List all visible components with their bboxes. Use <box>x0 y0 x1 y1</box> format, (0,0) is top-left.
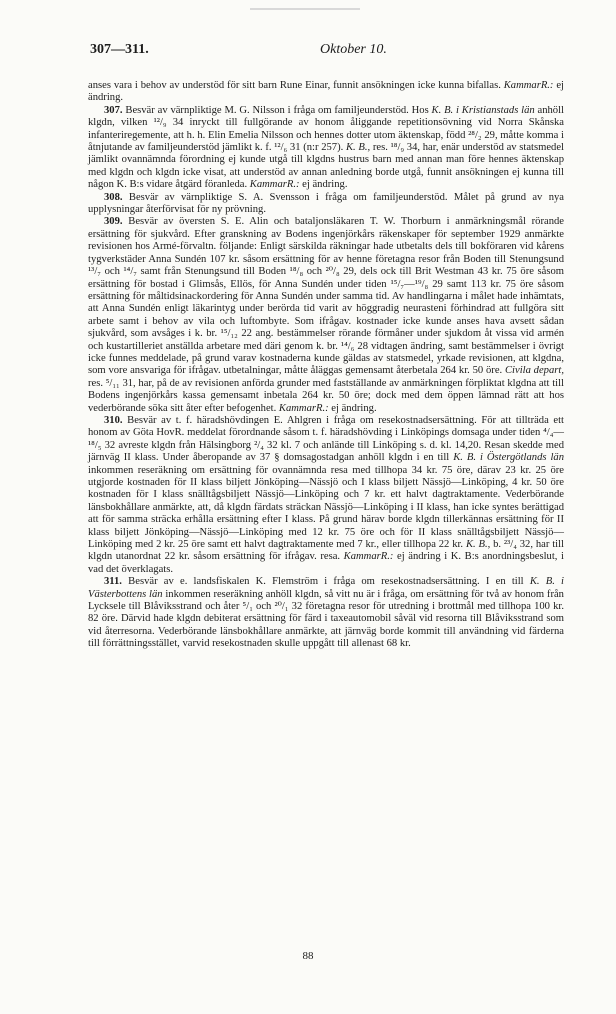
text-run: Besvär av t. f. häradshövdingen E. Ahlgren i fråga om resekostnadsersättning. För att tillträda ett honom av Göta HovR. meddelat förordnande såsom t. f. häradshövding i Linköpings domsaga under tiden ⁴/₄—¹⁸/₅ 32 avreste klgdn från Hälsingborg ²/₄ 32 kl. 7 och anlände till Linköping s. d. kl. 14,20. Resan skedde med järnväg II klass. Under åberopande av 37 § domsagostadgan anhöll klgdn i en till <box>88 414 564 464</box>
italic-text: K. B. i Östergötlands län <box>453 452 564 464</box>
case-number: 311. <box>104 576 122 588</box>
case-number: 309. <box>104 216 123 228</box>
case-number: 307. <box>104 104 123 116</box>
text-run: Besvär av översten S. E. Alin och bataljonsläkaren T. W. Thorburn i anmärkningsmål rörande ersättning för sjukvård. Efter granskning av Bodens ingenjörkårs räkenskaper för september 1929 anmärkte revisionen hos Armé-förvaltn. följande: Enligt särskilda räkningar hade utbetalts dels till bokföraren vid kårens tygverkstäder Anna Sundén 107 kr. såsom ersättning för av henne företagna resor från Boden till Stenungsund ¹³/₇ och ¹⁴/₇ samt från Stenungsund till Boden ¹⁸/₈ och ²⁰/₈ 29, dels ock till Brit Westman 43 kr. 75 öre såsom ersättning för bostad i Glimsås, Ellös, för Anna Sundén under tiden ¹⁵/₇—¹⁹/₈ 29 samt 113 kr. 75 öre såsom ersättning för måltidsinackordering för Anna Sundén under samma tid. Av handlingarna i målet hade inhämtats, att Anna Sundén enligt läkarintyg under berörda tid varit av höggradig neurasteni förhindrad att fullgöra sitt arbete samt i behov av vila och luftombyte. Som ifrågav. kostnader icke kunde anses hava avsett sådan sjukvård, som avsåges i k. br. ¹⁵/₁₂ 22 ang. bestämmelser rörande förmåner under sjukdom åt vissa vid armén och kustartilleriet anställda arbetare med däri genom k. br. ¹⁴/₆ 28 vidtagen ändring, samt bestämmelser i övrigt icke funnes meddelade, på grund varav kostnaderna kunde gäldas av statsmedel, yrkade revisionen, att klgdna, som vore ansvariga för ifrågav. utbetalningar, måtte åläggas gemensamt återbetala 264 kr. 50 öre. <box>88 216 564 377</box>
text-run: ej ändring. <box>88 80 564 104</box>
text-run: b. ²³/₄ 32, har till klgdn utanordnat 22 kr. såsom ersättning för ifrågav. resa. <box>88 539 565 563</box>
text-run: Besvär av värnpliktige M. G. Nilsson i fråga om familjeunderstöd. Hos <box>122 104 432 116</box>
paragraph <box>88 216 564 415</box>
text-run: res. ⁵/₁₁ 31, har, på de av revisionen anförda grunder med fastställande av anmärkningen förpliktat klgdna att till Bodens ingenjörkårs kassa gemensamt inbetala 264 kr. 50 öre; dock med dem öppen lämnad rätt att hos vederbörande söka sitt åter efter befogenhet. <box>88 377 564 414</box>
paragraph <box>88 80 564 105</box>
text-run: ej ändring. <box>328 402 377 414</box>
document-body <box>88 80 564 651</box>
italic-text: K. B. i Kristianstads län <box>431 104 535 116</box>
text-run: Besvär av e. landsfiskalen K. Flemström i fråga om resekostnadsersättning. I en till <box>121 576 530 588</box>
scan-smudge <box>250 8 360 10</box>
page-number: 88 <box>302 950 314 962</box>
paragraph <box>88 415 564 576</box>
text-run: Besvär av värnpliktige S. A. Svensson i fråga om familjeunderstöd. Målet på grund av nya upplysningar återförvisat för ny prövning. <box>88 191 564 216</box>
case-number: 308. <box>104 191 123 203</box>
italic-text: K. B., <box>345 142 371 154</box>
text-run: res. ¹⁸/₉ 34, har, enär understöd av statsmedel jämlikt ovannämnda förordning ej kunde utgå till klgdns hustrus barn med annan man före hennes äktenskap med klgdn och klgdn icke visat, att understöd av annan anledning borde utgå, funnit ansökningen ej kunna till någon K. B:s vidare åtgärd föranleda. <box>88 142 564 191</box>
italic-text: KammarR.: <box>249 179 300 191</box>
text-run: ej ändring i K. B:s anordningsbeslut, i vad det överklagats. <box>88 551 564 575</box>
italic-text: KammarR.: <box>343 551 394 563</box>
italic-text: Civila depart, <box>504 365 564 377</box>
case-number: 310. <box>104 414 123 426</box>
italic-text: KammarR.: <box>278 402 329 414</box>
italic-text: K. B. i Västerbottens län <box>88 576 564 600</box>
italic-text: KammarR.: <box>503 80 554 91</box>
paragraph <box>88 105 564 192</box>
case-range: 307—311. <box>90 42 149 57</box>
paragraph <box>88 192 564 217</box>
text-run: anhöll klgdn, vilken ¹²/₉ 34 inryckt till fullgörande av honom åliggande repetitionsövning vid Norra Skånska infanteriregemente, att h. h. Elin Emelia Nilsson och hennes dotter utom äktenskap, född ²⁸/₂ 29, måtte komma i åtnjutande av familjeunderstöd jämlikt k. f. ¹²/₆ 31 (n:r 257). <box>88 104 564 154</box>
page-footer <box>0 950 616 962</box>
page-date: Oktober 10. <box>320 42 387 57</box>
text-run: inkommen reseräkning om ersättning för ovannämnda resa med tillhopa 34 kr. 75 öre, därav 23 kr. 25 öre utgjorde kostnaden för II klass biljett Jönköping—Nässjö och I klass biljett Nässjö—Linköping, 4 kr. 50 öre kostnaden för I klass snälltågsbiljett Nässjö—Linköping och 7 kr. ett halvt dagtraktamente. Vederbörande länsbokhållare anmärkte, att, då klgdn färdats sträckan Nässjö—Linköping i II klass, han icke syntes berättigad att för samma sträcka erhålla ersättning efter I klass. På grund härav borde klgdn tillerkännas ersättning för II klass biljett Jönköping—Nässjö—Linköping med 12 kr. 75 öre och för II klass snälltågsbiljett Nässjö—Linköping med 2 kr. 25 öre samt ett halvt dagtraktamente med 7 kr., eller tillhopa 22 kr. <box>88 464 564 551</box>
text-run: ej ändring. <box>299 179 348 191</box>
text-run: anses vara i behov av understöd för sitt barn Rune Einar, funnit ansökningen icke kunna bifallas. <box>88 80 504 91</box>
text-run: inkommen reseräkning anhöll klgdn, så vitt nu är i fråga, om ersättning för två av honom från Lycksele till Blåviksstrand och åter ⁵/₁ och ²⁰/₁ 32 företagna resor för utredning i brottmål med tillhopa 100 kr. 82 öre. Därvid hade klgdn debiterat ersättning för färd i taxeautomobil såväl vid resorna till Blåviksstrand som vid återresorna. Vederbörande länsbokhållare anmärkte, att järnväg borde kommit till användning vid färderna till förrättningsstället, varvid resekostnaden skulle uppgått till allenast 68 kr. <box>88 588 564 650</box>
paragraph <box>88 576 564 650</box>
page-header <box>90 42 550 64</box>
italic-text: K. B., <box>465 539 491 551</box>
